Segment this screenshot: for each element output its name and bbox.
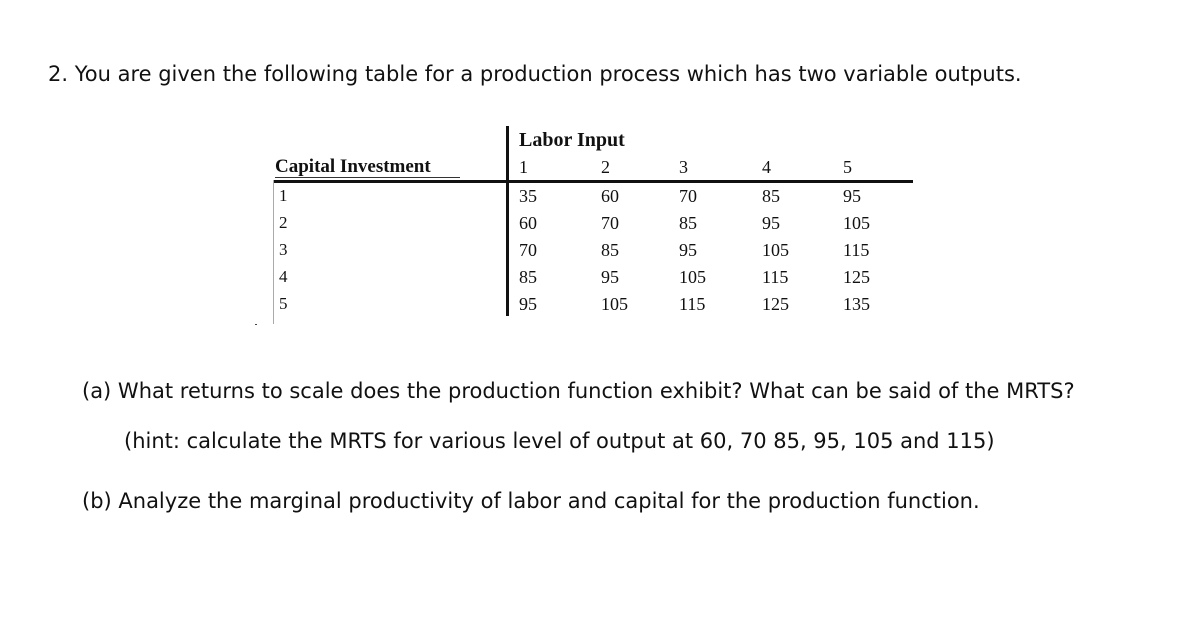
table-left-rule	[273, 180, 274, 324]
question-part-a-hint: (hint: calculate the MRTS for various level of output at 60, 70 85, 95, 105 and 115)	[124, 429, 995, 453]
capital-level: 1	[279, 186, 288, 205]
output-cell: 135	[843, 294, 870, 314]
labor-level: 4	[762, 157, 771, 177]
question-part-a: (a) What returns to scale does the production function exhibit? What can be said of the MRTS?	[82, 379, 1075, 403]
output-cell: 85	[762, 186, 780, 206]
output-cell: 70	[601, 213, 619, 233]
capital-header-underline	[275, 177, 460, 178]
output-cell: 95	[601, 267, 619, 287]
output-cell: 105	[601, 294, 628, 314]
output-cell: 125	[762, 294, 789, 314]
output-cell: 70	[679, 186, 697, 206]
output-cell: 95	[679, 240, 697, 260]
labor-level: 5	[843, 157, 852, 177]
output-cell: 85	[679, 213, 697, 233]
output-cell: 105	[843, 213, 870, 233]
output-cell: 115	[843, 240, 870, 260]
output-cell: 115	[679, 294, 706, 314]
capital-level: 5	[279, 294, 288, 313]
output-cell: 35	[519, 186, 537, 206]
table-horizontal-rule	[273, 180, 913, 183]
output-cell: 95	[843, 186, 861, 206]
stray-mark	[255, 324, 257, 325]
output-cell: 70	[519, 240, 537, 260]
output-cell: 95	[519, 294, 537, 314]
output-cell: 105	[762, 240, 789, 260]
labor-input-header: Labor Input	[519, 129, 625, 151]
capital-level: 3	[279, 240, 288, 259]
output-cell: 85	[601, 240, 619, 260]
capital-level: 2	[279, 213, 288, 232]
labor-level: 3	[679, 157, 688, 177]
question-intro: 2. You are given the following table for a production process which has two variable outputs.	[48, 62, 1022, 86]
labor-level: 2	[601, 157, 610, 177]
output-cell: 105	[679, 267, 706, 287]
table-vertical-rule	[506, 126, 509, 316]
output-cell: 115	[762, 267, 789, 287]
question-part-b: (b) Analyze the marginal productivity of labor and capital for the production function.	[82, 489, 980, 513]
output-cell: 60	[601, 186, 619, 206]
output-cell: 85	[519, 267, 537, 287]
output-cell: 60	[519, 213, 537, 233]
capital-investment-header: Capital Investment	[275, 156, 431, 177]
labor-level: 1	[519, 157, 528, 177]
output-cell: 125	[843, 267, 870, 287]
output-cell: 95	[762, 213, 780, 233]
capital-level: 4	[279, 267, 288, 286]
